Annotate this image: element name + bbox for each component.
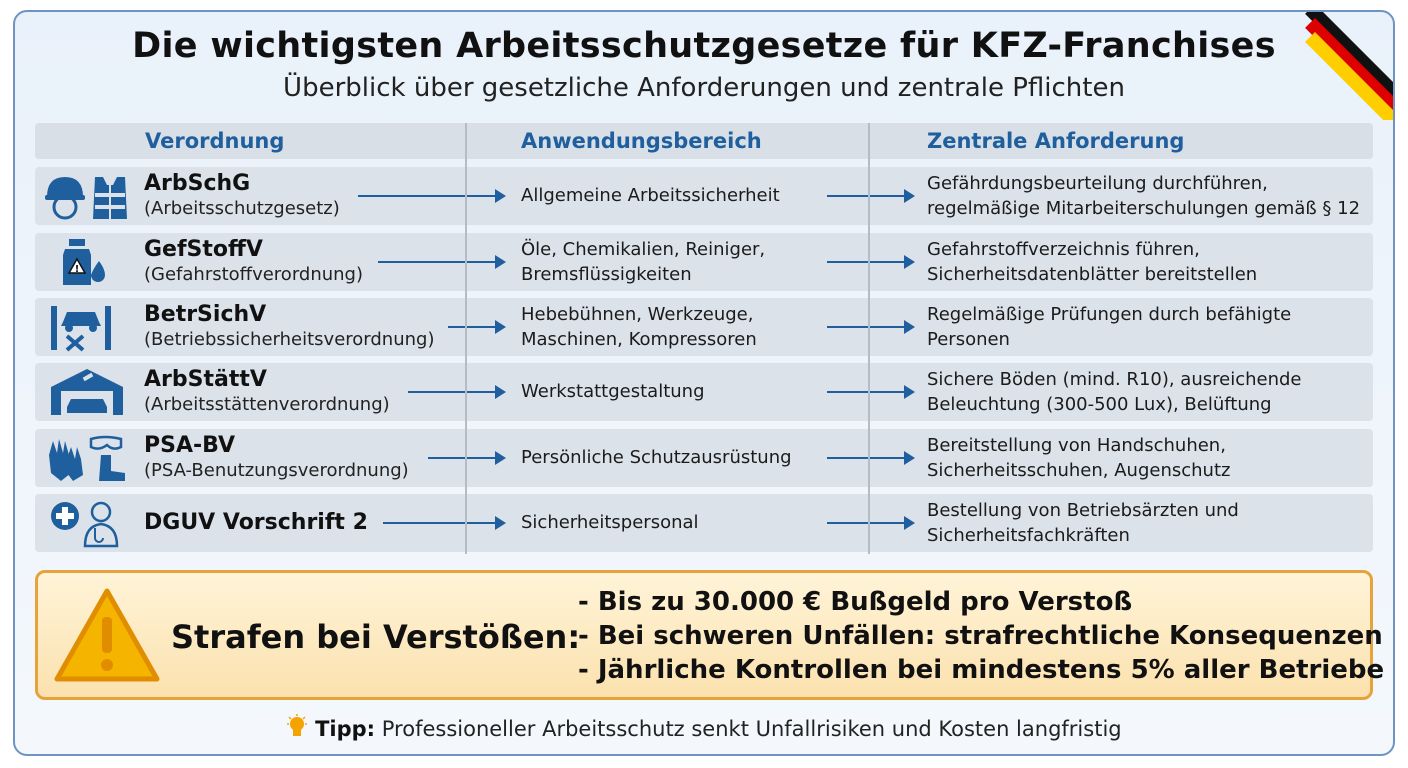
column-divider [465, 123, 467, 554]
regulation-fullname: (Gefahrstoffverordnung) [144, 264, 363, 285]
header-scope: Anwendungsbereich [521, 129, 762, 153]
arrow-icon [408, 391, 504, 393]
header-regulation: Verordnung [145, 129, 285, 153]
requirement-text: Bereitstellung von Handschuhen, Sicherheitsschuhen, Augenschutz [927, 435, 1231, 481]
header-requirement: Zentrale Anforderung [927, 129, 1185, 153]
requirement-text: Regelmäßige Prüfungen durch befähigte Personen [927, 304, 1292, 350]
table-row [35, 363, 1373, 421]
scope-text: Öle, Chemikalien, Reiniger, Bremsflüssigkeiten [521, 239, 766, 285]
regulation-fullname: (PSA-Benutzungsverordnung) [144, 460, 409, 481]
regulation-abbr: ArbStättV [144, 367, 267, 392]
lightbulb-icon [286, 714, 308, 740]
helmet-vest-icon [43, 171, 129, 221]
arrow-icon [827, 195, 913, 197]
svg-text:!: ! [74, 264, 80, 275]
table-header [35, 123, 1373, 159]
regulation-abbr: GefStoffV [144, 237, 263, 262]
doctor-medical-icon [43, 498, 129, 548]
scope-text: Allgemeine Arbeitssicherheit [521, 185, 780, 206]
arrow-icon [827, 522, 913, 524]
regulation-abbr: ArbSchG [144, 171, 251, 196]
penalties-title: Strafen bei Verstößen: [171, 618, 581, 656]
scope-text: Hebebühnen, Werkzeuge, Maschinen, Kompressoren [521, 304, 757, 350]
arrow-icon [827, 457, 913, 459]
arrow-icon [827, 326, 913, 328]
table-row [35, 494, 1373, 552]
penalty-item: - Bis zu 30.000 € Bußgeld pro Verstoß [578, 587, 1133, 617]
requirement-text: Bestellung von Betriebsärzten und Sicherheitsfachkräften [927, 500, 1239, 546]
requirement-text: Gefahrstoffverzeichnis führen, Sicherheitsdatenblätter bereitstellen [927, 239, 1258, 285]
scope-text: Persönliche Schutzausrüstung [521, 447, 792, 468]
tip-text: Professioneller Arbeitsschutz senkt Unfallrisiken und Kosten langfristig [375, 717, 1122, 741]
table-row [35, 167, 1373, 225]
arrow-icon [358, 195, 504, 197]
penalties-box [35, 570, 1385, 700]
regulation-abbr: DGUV Vorschrift 2 [144, 510, 368, 535]
arrow-icon [448, 326, 504, 328]
table-row [35, 298, 1373, 356]
arrow-icon [827, 391, 913, 393]
penalty-item: - Jährliche Kontrollen bei mindestens 5% aller Betriebe [578, 655, 1385, 685]
regulation-fullname: (Arbeitsschutzgesetz) [144, 198, 340, 219]
workshop-garage-icon [43, 367, 129, 417]
penalty-item: - Bei schweren Unfällen: strafrechtliche Konsequenzen [578, 621, 1383, 651]
car-lift-icon [43, 302, 129, 352]
requirement-text: Sichere Böden (mind. R10), ausreichende Beleuchtung (300-500 Lux), Belüftung [927, 369, 1302, 415]
gloves-goggles-boot-icon [43, 433, 129, 483]
tip-label: Tipp: [315, 717, 376, 741]
warning-triangle-icon [53, 587, 161, 685]
table-row [35, 429, 1373, 487]
regulation-fullname: (Arbeitsstättenverordnung) [144, 394, 390, 415]
page-subtitle: Überblick über gesetzliche Anforderungen und zentrale Pflichten [283, 73, 1125, 103]
scope-text: Werkstattgestaltung [521, 381, 705, 402]
arrow-icon [383, 522, 504, 524]
regulation-fullname: (Betriebssicherheitsverordnung) [144, 329, 435, 350]
arrow-icon [827, 261, 913, 263]
arrow-icon [378, 261, 504, 263]
requirement-text: Gefährdungsbeurteilung durchführen, regelmäßige Mitarbeiterschulungen gemäß § 12 [927, 173, 1361, 219]
chemical-bottle-icon [43, 237, 129, 287]
penalties-list [578, 585, 1384, 687]
regulation-abbr: BetrSichV [144, 302, 267, 327]
regulation-abbr: PSA-BV [144, 433, 236, 458]
page-title: Die wichtigsten Arbeitsschutzgesetze für KFZ-Franchises [132, 26, 1276, 66]
column-divider [868, 123, 870, 554]
scope-text: Sicherheitspersonal [521, 512, 699, 533]
tip-line [0, 714, 1408, 741]
table-row [35, 233, 1373, 291]
